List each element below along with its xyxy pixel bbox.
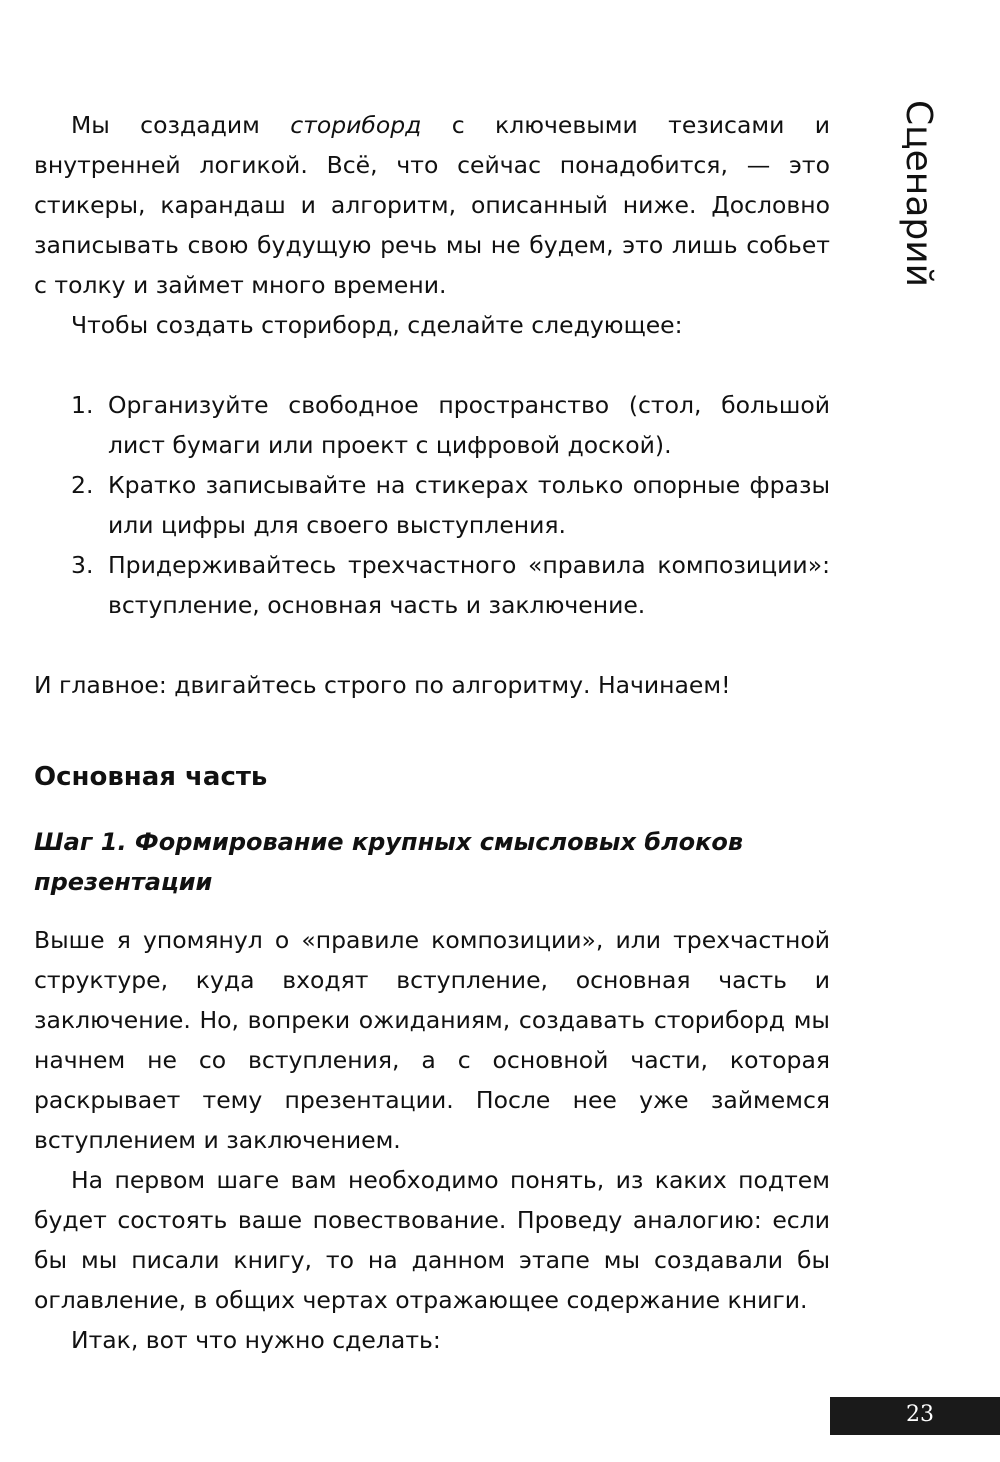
- list-item-text: Кратко записывайте на стикерах только опорные фразы или цифры для своего выступления.: [108, 471, 830, 539]
- main-note: И главное: двигайтесь строго по алгоритму. Начинаем!: [34, 671, 731, 699]
- list-item: [34, 385, 830, 465]
- body-paragraph-2: На первом шаге вам необходимо понять, из каких подтем будет состоять ваше повествование. Проведу аналогию: если бы мы писали книгу, то на данном этапе мы создавали бы оглавление, в общих чертах отражающее содержание книги.: [34, 1166, 830, 1314]
- main-note-block: [34, 665, 830, 705]
- chapter-side-title: Сценарий: [898, 100, 939, 288]
- list-item-text: Придерживайтесь трехчастного «правила композиции»: вступление, основная часть и заключение.: [108, 551, 830, 619]
- list-item: [34, 465, 830, 545]
- intro-block: [34, 105, 830, 345]
- section-heading: Основная часть: [34, 762, 268, 792]
- intro-text-end: с ключевыми тезисами и внутренней логикой. Всё, что сейчас понадобится, — это стикеры, карандаш и алгоритм, описанный ниже. Дословно записывать свою будущую речь мы не будем, это лишь собьет с толку и займет много времени.: [34, 111, 830, 299]
- intro-paragraph: [34, 105, 830, 305]
- list-item-number: 2.: [71, 471, 94, 499]
- body-paragraph-3: Итак, вот что нужно сделать:: [71, 1326, 441, 1354]
- list-item-text: Организуйте свободное пространство (стол, большой лист бумаги или проект с цифровой доской).: [108, 391, 830, 459]
- list-item: [34, 545, 830, 625]
- list-item-number: 3.: [71, 551, 94, 579]
- storyboard-term: сториборд: [290, 111, 422, 139]
- intro-text-start: Мы создадим: [71, 111, 291, 139]
- intro-instruction: Чтобы создать сториборд, сделайте следующее:: [71, 311, 683, 339]
- list-item-number: 1.: [71, 391, 94, 419]
- page-number: 23: [906, 1402, 934, 1427]
- step-heading: Шаг 1. Формирование крупных смысловых блоков презентации: [34, 828, 744, 896]
- body-paragraph-1: Выше я упомянул о «правиле композиции», или трехчастной структуре, куда входят вступление, основная часть и заключение. Но, вопреки ожиданиям, создавать сториборд мы начнем не со вступления, а с основной части, которая раскрывает тему презентации. После нее уже займемся вступлением и заключением.: [34, 926, 830, 1154]
- steps-list: [34, 385, 830, 625]
- body-block: [34, 920, 830, 1360]
